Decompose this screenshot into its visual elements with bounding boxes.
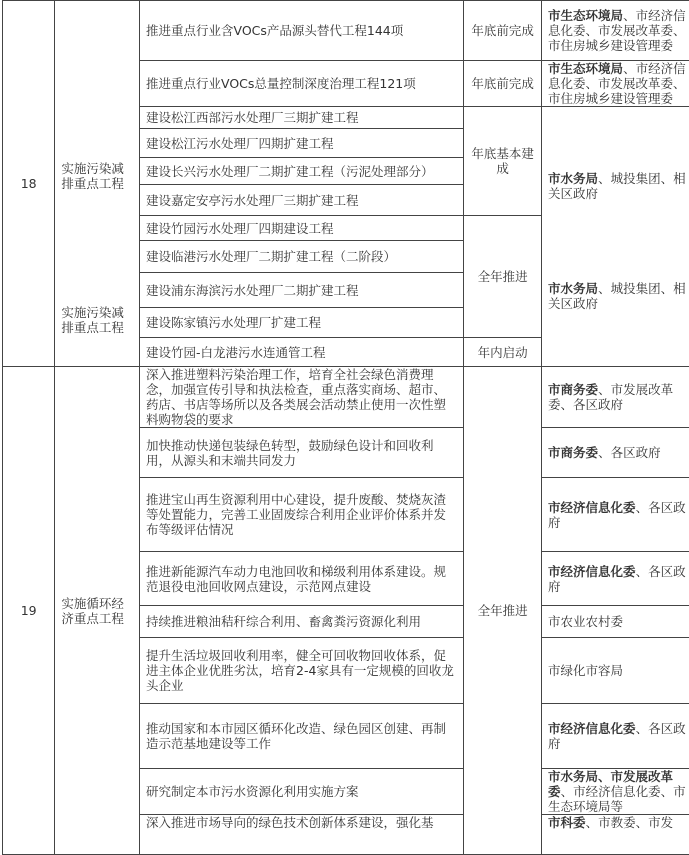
- task-table: [2, 0, 689, 855]
- lead-dept: 市经济信息化委: [548, 564, 636, 579]
- time-cell: 全年推进: [464, 216, 542, 338]
- task-cell: 深入推进塑料污染治理工作，培育全社会绿色消费理念，加强宣传引导和执法检查，重点落实商场、超市、药店、书店等场所以及各类展会活动禁止使用一次性塑料购物袋的要求: [139, 367, 463, 428]
- dept-cell: [542, 367, 689, 428]
- time-cell: 全年推进: [464, 367, 542, 855]
- task-cell: 研究制定本市污水资源化利用实施方案: [139, 769, 463, 815]
- lead-dept: 市经济信息化委: [548, 721, 636, 736]
- co-dept: 、市发展改革委、各区政府: [548, 382, 673, 412]
- task-cell: 推动国家和本市园区循环化改造、绿色园区创建、再制造示范基地建设等工作: [139, 704, 463, 769]
- time-cell: 年底前完成: [464, 61, 542, 107]
- co-dept: 、各区政府: [548, 721, 686, 751]
- project-name: 实施污染减排重点工程: [61, 161, 133, 191]
- task-cell: 推进重点行业含VOCs产品源头替代工程144项: [139, 1, 463, 61]
- lead-dept: 市水务局、市发展改革委: [548, 769, 673, 799]
- time-cell: 年底前完成: [464, 1, 542, 61]
- dept-cell: 市农业农村委: [542, 606, 689, 638]
- table-row: [3, 1, 689, 61]
- task-cell: 推进宝山再生资源利用中心建设，提升废酸、焚烧灰渣等处置能力，完善工业固废综合利用企业评价体系并发布等级评估情况: [139, 478, 463, 552]
- lead-dept: 市商务委: [548, 382, 598, 397]
- task-cell: 建设浦东海滨污水处理厂二期扩建工程: [139, 273, 463, 308]
- task-cell: 加快推动快递包装绿色转型，鼓励绿色设计和回收利用，从源头和末端共同发力: [139, 428, 463, 478]
- lead-dept: 市水务局: [548, 281, 598, 296]
- dept-cell: [542, 1, 689, 61]
- dept-block: [548, 171, 689, 201]
- co-dept: 、各区政府: [548, 564, 686, 594]
- table-row: [3, 367, 689, 428]
- dept-cell: [542, 769, 689, 815]
- dept-cell: [542, 428, 689, 478]
- dept-cell: [542, 61, 689, 107]
- project-name: 实施循环经济重点工程: [55, 367, 140, 855]
- task-cell: 建设松江西部污水处理厂三期扩建工程: [139, 107, 463, 129]
- time-cell: 年底基本建成: [464, 107, 542, 216]
- row-number: 19: [3, 367, 55, 855]
- task-cell: 建设长兴污水处理厂二期扩建工程（污泥处理部分）: [139, 158, 463, 185]
- task-cell: 深入推进市场导向的绿色技术创新体系建设，强化基: [139, 815, 463, 855]
- dept-cell: [542, 704, 689, 769]
- task-cell: 建设嘉定安亭污水处理厂三期扩建工程: [139, 185, 463, 216]
- co-dept: 、城投集团、相关区政府: [548, 281, 686, 311]
- co-dept: 、市经济信息化委、市生态环境局等: [548, 784, 686, 814]
- project-cell: [55, 1, 140, 367]
- dept-cell: [542, 478, 689, 552]
- co-dept: 、各区政府: [598, 445, 661, 460]
- task-cell: 推进重点行业VOCs总量控制深度治理工程121项: [139, 61, 463, 107]
- lead-dept: 市水务局: [548, 171, 598, 186]
- dept-block: [548, 281, 689, 311]
- lead-dept: 市经济信息化委: [548, 500, 636, 515]
- co-dept: 、各区政府: [548, 500, 686, 530]
- task-cell: 建设临港污水处理厂二期扩建工程（二阶段）: [139, 241, 463, 273]
- dept-cell: [542, 552, 689, 606]
- co-dept: 、市教委、市发: [586, 815, 674, 830]
- project-name: 实施污染减排重点工程: [61, 305, 133, 335]
- lead-dept: 市生态环境局: [548, 8, 623, 23]
- lead-dept: 市商务委: [548, 445, 598, 460]
- lead-dept: 市生态环境局: [548, 61, 623, 76]
- dept-cell: 市绿化市容局: [542, 638, 689, 704]
- co-dept: 、市经济信息化委、市发展改革委、市住房城乡建设管理委: [548, 61, 686, 106]
- task-cell: 建设陈家镇污水处理厂扩建工程: [139, 308, 463, 338]
- task-cell: 建设竹园污水处理厂四期建设工程: [139, 216, 463, 241]
- task-cell: 推进新能源汽车动力电池回收和梯级利用体系建设。规范退役电池回收网点建设，示范网点建设: [139, 552, 463, 606]
- task-cell: 建设竹园-白龙港污水连通管工程: [139, 338, 463, 367]
- time-cell: 年内启动: [464, 338, 542, 367]
- task-cell: 提升生活垃圾回收利用率，健全可回收物回收体系，促进主体企业优胜劣汰，培育2-4家具有一定规模的回收龙头企业: [139, 638, 463, 704]
- lead-dept: 市科委: [548, 815, 586, 830]
- task-cell: 持续推进粮油秸秆综合利用、畜禽粪污资源化利用: [139, 606, 463, 638]
- row-number: 18: [3, 1, 55, 367]
- task-cell: 建设松江污水处理厂四期扩建工程: [139, 129, 463, 158]
- dept-cell: [542, 107, 689, 367]
- co-dept: 、城投集团、相关区政府: [548, 171, 686, 201]
- dept-cell: [542, 815, 689, 855]
- co-dept: 、市经济信息化委、市发展改革委、市住房城乡建设管理委: [548, 8, 686, 53]
